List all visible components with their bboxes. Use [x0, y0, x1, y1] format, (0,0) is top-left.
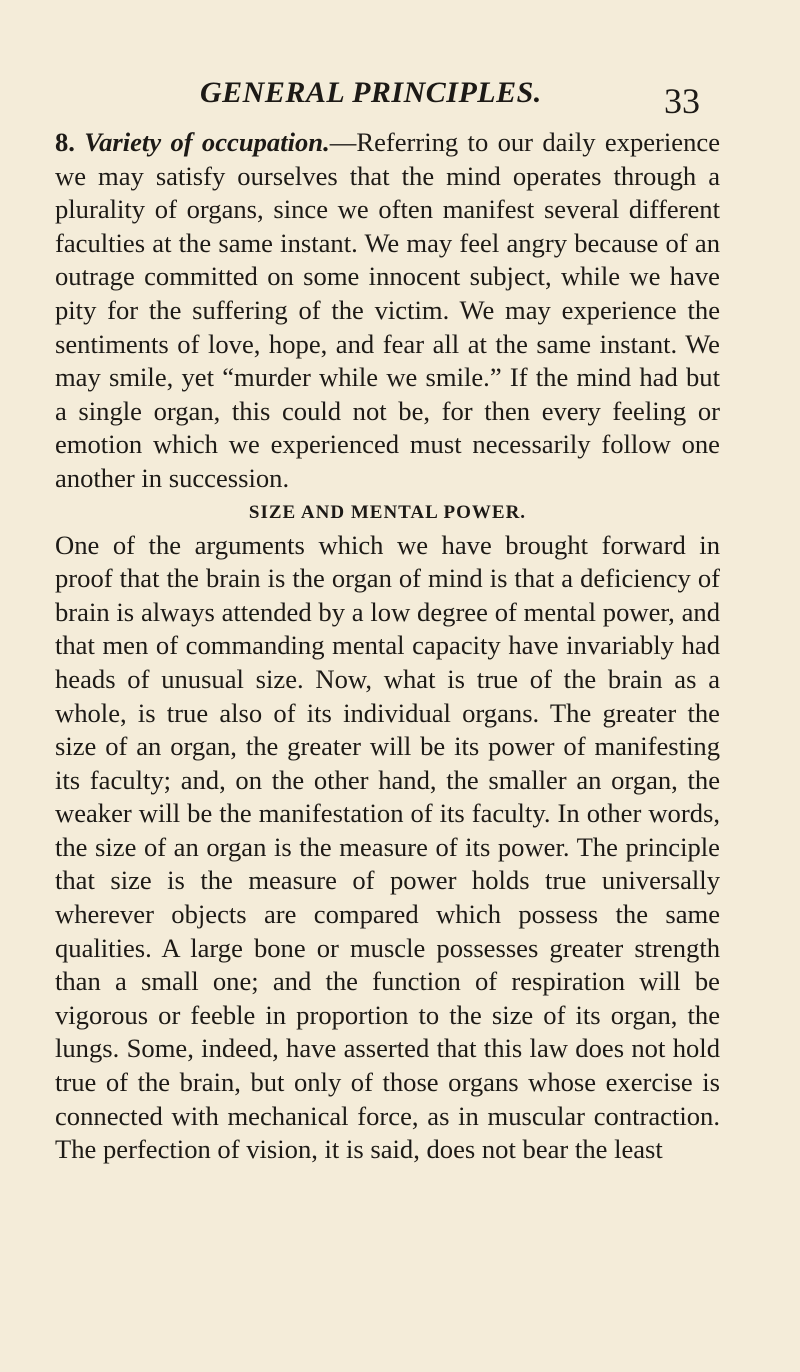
section-title: Variety of occupation. — [84, 127, 330, 157]
paragraph-variety-of-occupation — [55, 126, 720, 496]
section-text: —Referring to our daily experience we may satisfy ourselves that the mind operates through a plurality of organs, since we often manifest several different faculties at the same instant. We may feel angry because of an outrage committed on some innocent subject, while we have pity for the suffering of the victim. We may experience the sentiments of love, hope, and fear all at the same instant. We may smile, yet “murder while we smile.” If the mind had but a single organ, this could not be, for then every feeling or emotion which we experienced must necessarily follow one another in succession. — [55, 127, 721, 493]
page-number: 33 — [664, 81, 700, 121]
section-number: 8. — [55, 127, 75, 157]
running-head — [200, 76, 720, 126]
paragraph-size-and-mental-power: One of the arguments which we have brought forward in proof that the brain is the organ of mind is that a deficiency of brain is always attended by a low degree of mental power, and that men of commanding mental capacity have invariably had heads of unusual size. Now, what is true of the brain as a whole, is true also of its individual organs. The greater the size of an organ, the greater will be its power of manifesting its faculty; and, on the other hand, the smaller an organ, the weaker will be the manifestation of its faculty. In other words, the size of an organ is the measure of its power. The principle that size is the measure of power holds true universally wherever objects are compared which possess the same qualities. A large bone or muscle possesses greater strength than a small one; and the function of respiration will be vigorous or feeble in proportion to the size of its organ, the lungs. Some, indeed, have asserted that this law does not hold true of the brain, but only of those organs whose exercise is connected with mechanical force, as in muscular contraction. The perfection of vision, it is said, does not bear the least — [55, 529, 720, 1165]
section-heading: SIZE AND MENTAL POWER. — [248, 501, 527, 523]
body-text — [55, 126, 720, 1167]
running-title: GENERAL PRINCIPLES. — [200, 76, 542, 109]
